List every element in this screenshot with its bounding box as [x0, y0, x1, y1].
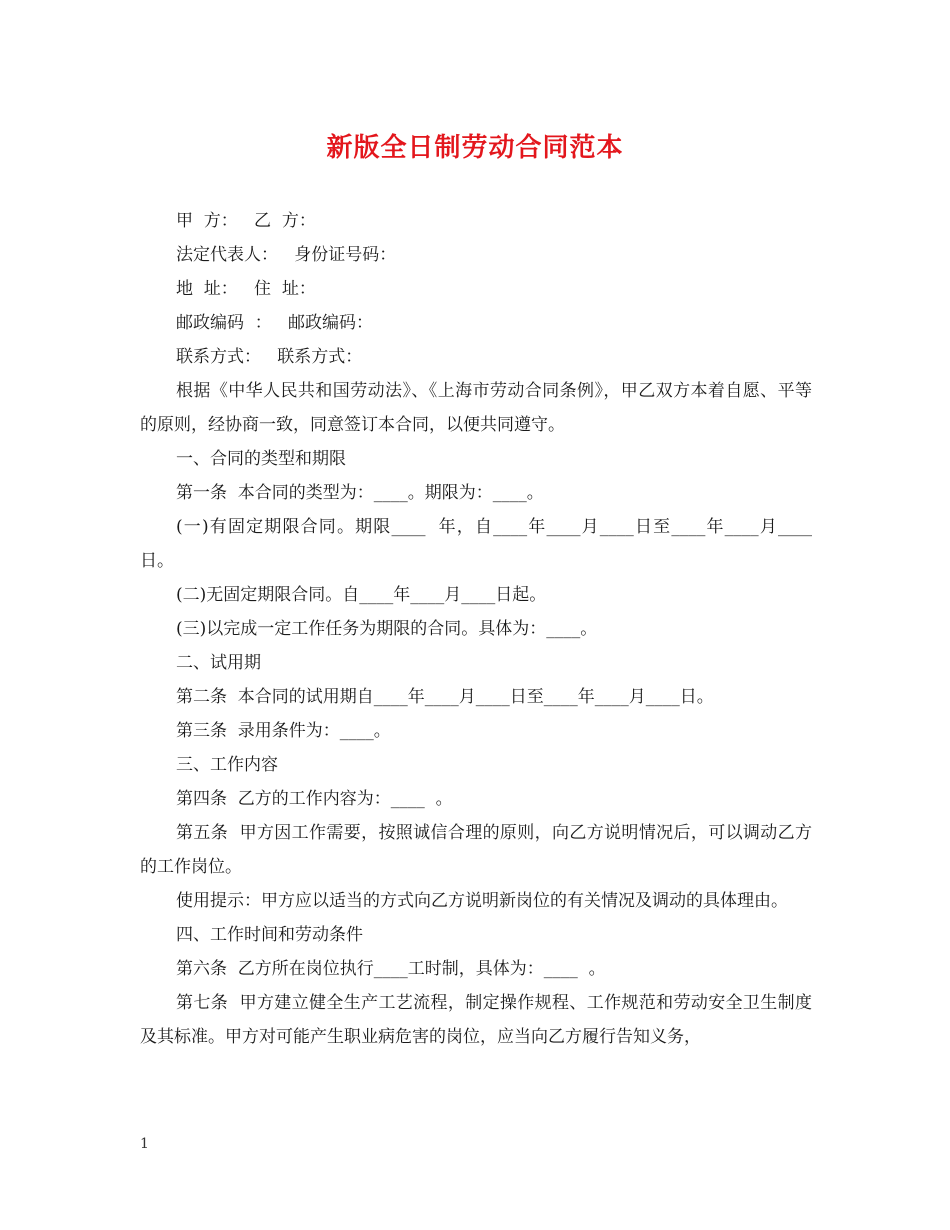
article-7: 第七条 甲方建立健全生产工艺流程，制定操作规程、工作规范和劳动安全卫生制度及其标准。甲方对可能产生职业病危害的岗位，应当向乙方履行告知义务，: [140, 993, 812, 1047]
page-number: 1: [140, 1136, 149, 1152]
article-2: 第二条 本合同的试用期自____年____月____日至____年____月____日。: [176, 687, 714, 707]
paragraph-representative: 法定代表人： 身份证号码：: [176, 245, 397, 265]
section-heading-contract-type: 一、合同的类型和期限: [176, 449, 346, 469]
section-heading-working-hours: 四、工作时间和劳动条件: [176, 925, 363, 945]
document-body: [140, 204, 812, 1054]
article-1: 第一条 本合同的类型为：____。期限为：____。: [176, 483, 544, 503]
usage-tip: 使用提示：甲方应以适当的方式向乙方说明新岗位的有关情况及调动的具体理由。: [176, 891, 788, 911]
article-5: 第五条 甲方因工作需要，按照诚信合理的原则，向乙方说明情况后，可以调动乙方的工作岗位。: [140, 823, 812, 877]
document-title: 新版全日制劳动合同范本: [326, 133, 624, 163]
article-3: 第三条 录用条件为：____。: [176, 721, 391, 741]
article-1-item-1: (一)有固定期限合同。期限____ 年，自____年____月____日至____年____月____日。: [140, 517, 812, 571]
article-1-item-2: (二)无固定期限合同。自____年____月____日起。: [176, 585, 547, 605]
paragraph-party-names: 甲 方： 乙 方：: [176, 211, 316, 231]
paragraph-address: 地 址： 住 址：: [176, 279, 316, 299]
paragraph-preamble: 根据《中华人民共和国劳动法》、《上海市劳动合同条例》，甲乙双方本着自愿、平等的原则，经协商一致，同意签订本合同，以便共同遵守。: [140, 381, 812, 435]
article-4: 第四条 乙方的工作内容为：____ 。: [176, 789, 453, 809]
article-1-item-3: (三)以完成一定工作任务为期限的合同。具体为：____。: [176, 619, 598, 639]
article-6: 第六条 乙方所在岗位执行____工时制，具体为：____ 。: [176, 959, 606, 979]
paragraph-postcode: 邮政编码 ： 邮政编码：: [176, 313, 374, 333]
section-heading-probation: 二、试用期: [176, 653, 261, 673]
paragraph-contact: 联系方式： 联系方式：: [176, 347, 363, 367]
section-heading-work-content: 三、工作内容: [176, 755, 278, 775]
